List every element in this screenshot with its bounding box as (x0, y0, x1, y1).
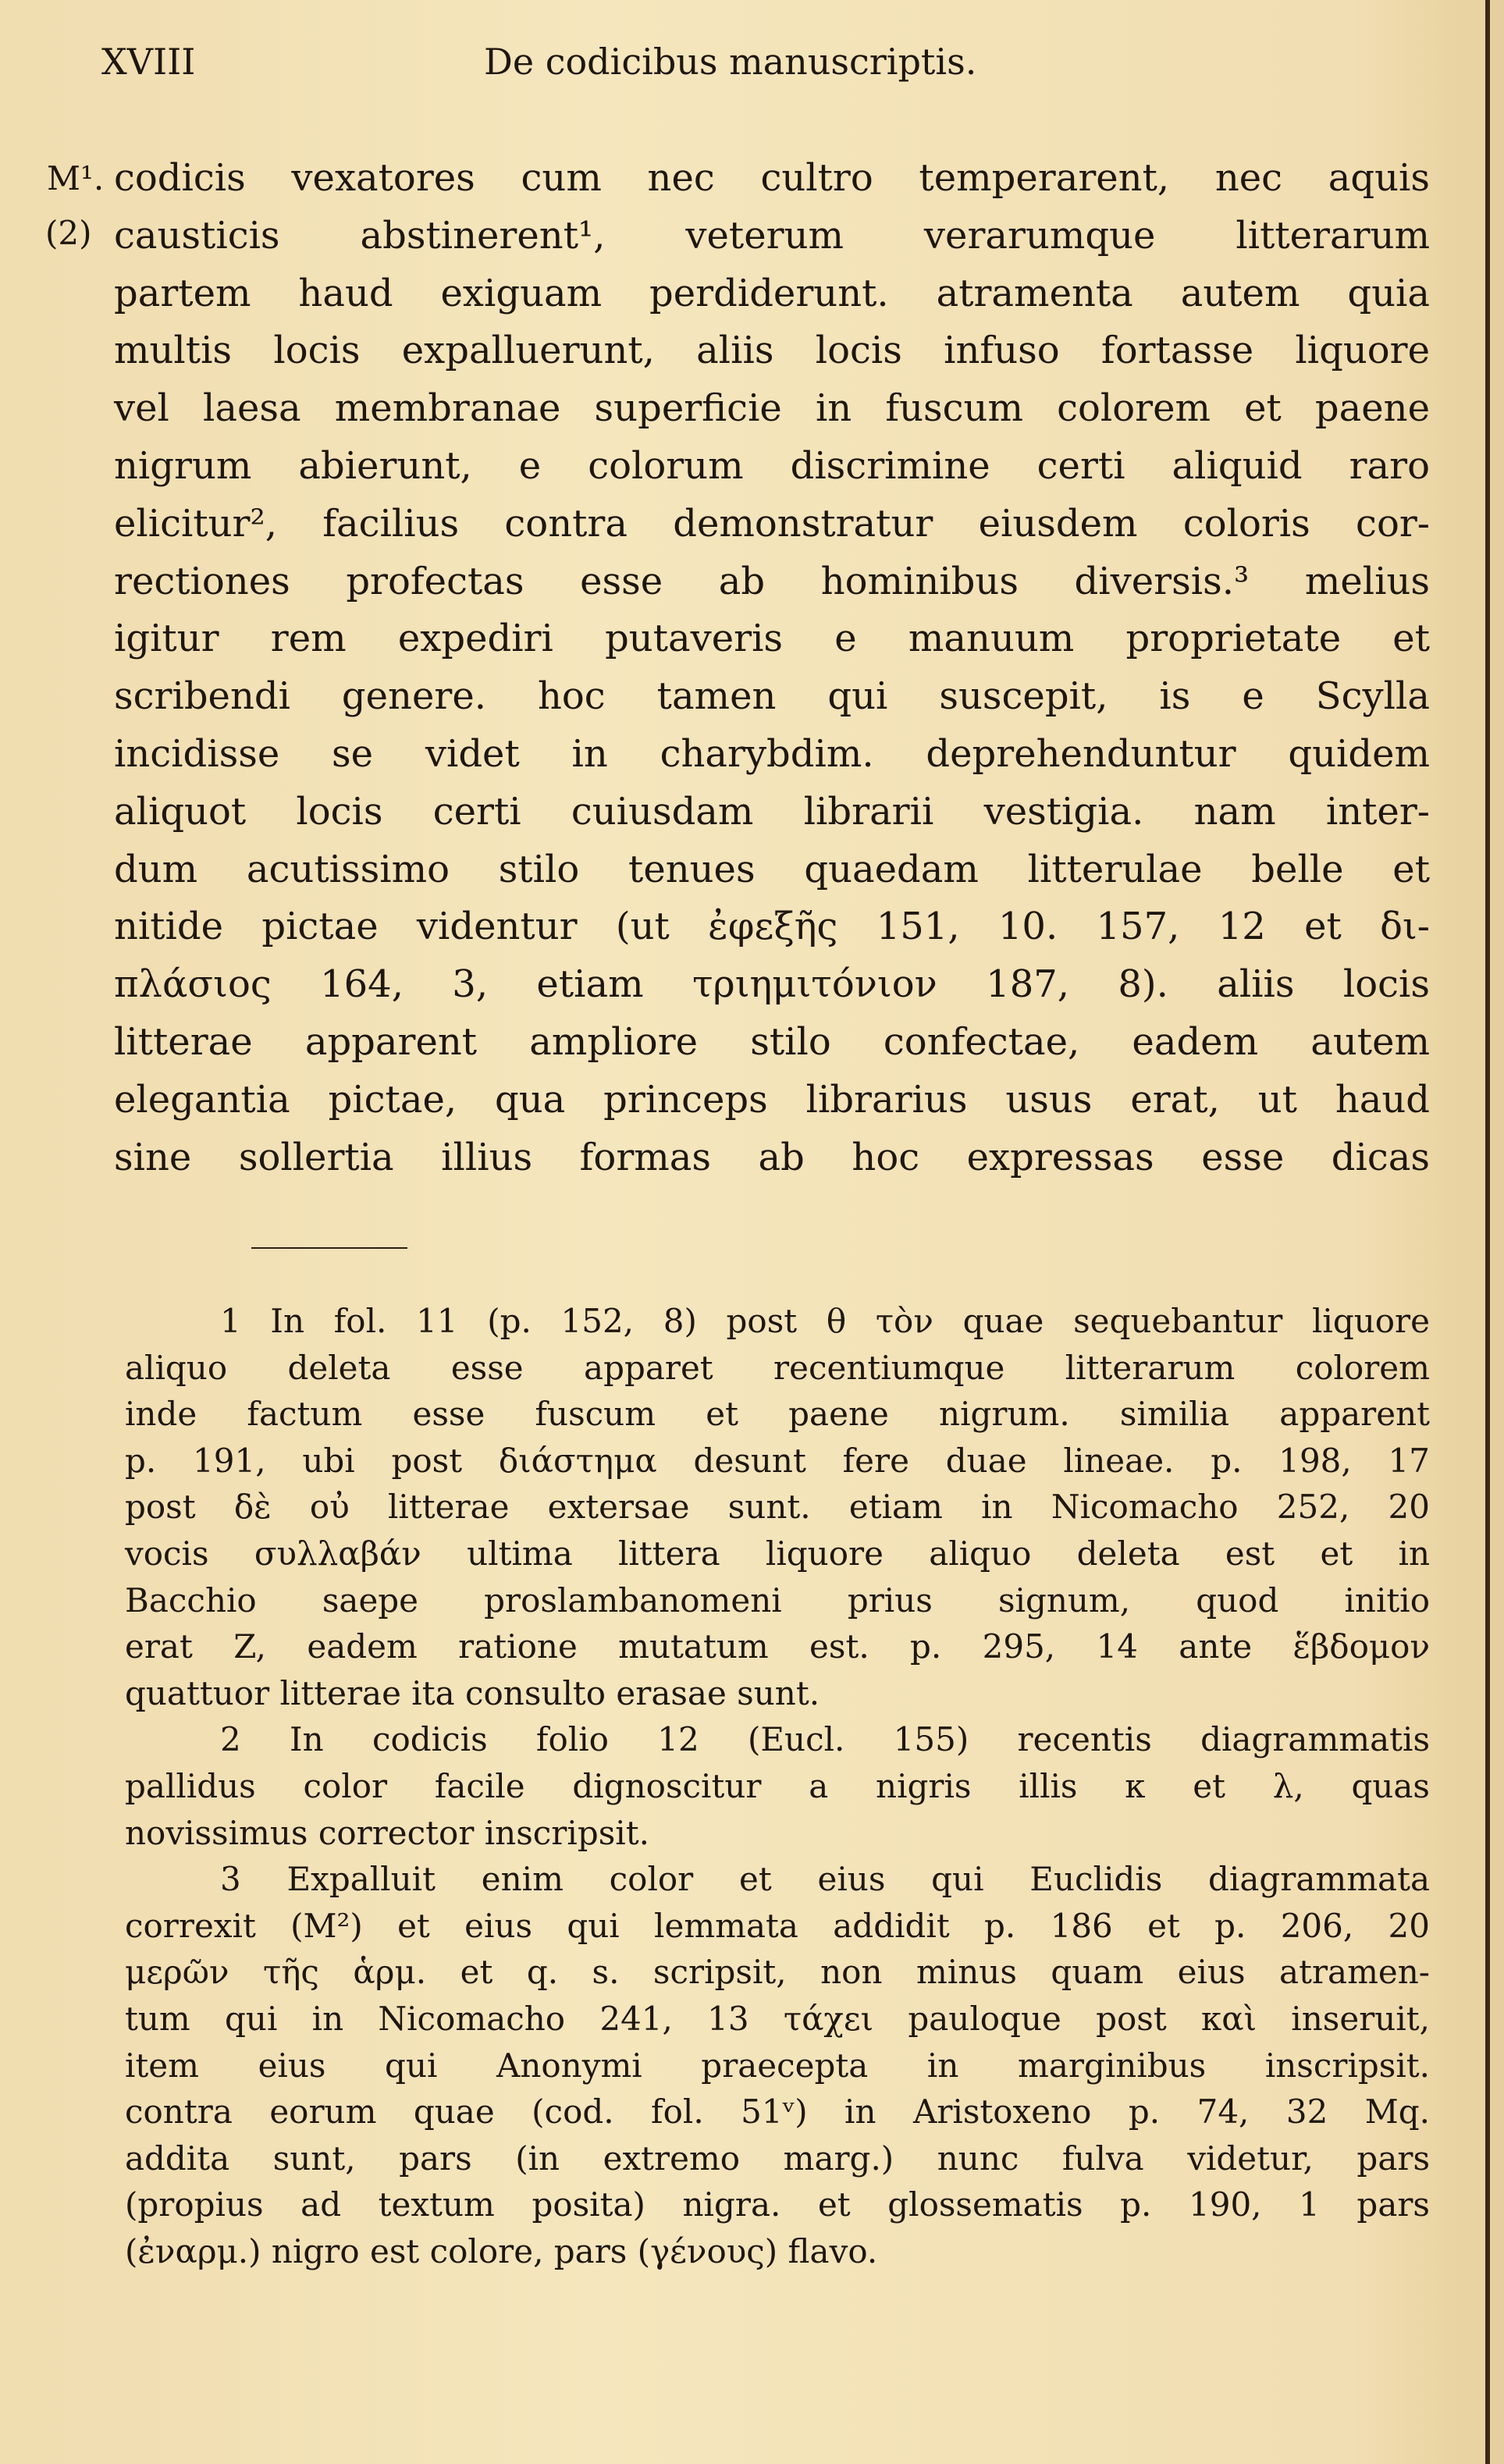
footnote-line: post δὲ οὐ litterae extersae sunt. etiam in Nicomacho 252, 20 (125, 1488, 1430, 1527)
footnote-line: Bacchio saepe proslambanomeni prius signum, quod initio (125, 1580, 1430, 1620)
text-line: sine sollertia illius formas ab hoc expressas esse dicas (114, 1135, 1430, 1179)
text-line: nigrum abierunt, e colorum discrimine certi aliquid raro (114, 444, 1430, 488)
footnote-line: aliquo deleta esse apparet recentiumque litterarum colorem (125, 1348, 1430, 1387)
binding-edge (1485, 0, 1490, 2464)
margin-note: (2) (45, 214, 92, 252)
running-header (101, 41, 1460, 95)
footnote-line: item eius qui Anonymi praecepta in marginibus inscripsit. (125, 2046, 1430, 2085)
footnote-line: novissimus corrector inscripsit. (125, 1813, 649, 1852)
footnote-line: 1 In fol. 11 (p. 152, 8) post θ τὸν quae sequebantur liquore (220, 1302, 1430, 1340)
footnote-line: vocis συλλαβάν ultima littera liquore aliquo deleta est et in (125, 1534, 1430, 1573)
footnote-line: 3 Expalluit enim color et eius qui Euclidis diagrammata (220, 1860, 1430, 1899)
text-line: nitide pictae videntur (ut ἐφεξῆς 151, 10. 157, 12 et δι- (114, 905, 1430, 949)
text-line: vel laesa membranae superficie in fuscum colorem et paene (114, 386, 1430, 431)
text-line: aliquot locis certi cuiusdam librarii vestigia. nam inter- (114, 789, 1430, 834)
footnote-line: inde factum esse fuscum et paene nigrum. similia apparent (125, 1395, 1430, 1434)
text-line: codicis vexatores cum nec cultro temperarent, nec aquis (114, 156, 1430, 200)
footnote-rule (251, 1247, 407, 1249)
text-line: incidisse se videt in charybdim. deprehenduntur quidem (114, 732, 1430, 776)
footnote-line: correxit (M²) et eius qui lemmata addidit p. 186 et p. 206, 20 (125, 1906, 1430, 1945)
footnote-line: quattuor litterae ita consulto erasae sunt. (125, 1673, 820, 1712)
page-edge (1490, 0, 1504, 2464)
footnote-line: addita sunt, pars (in extremo marg.) nunc fulva videtur, pars (125, 2139, 1430, 2178)
page-number: XVIII (101, 41, 196, 83)
footnote-line: (propius ad textum posita) nigra. et glossematis p. 190, 1 pars (125, 2185, 1430, 2224)
margin-note: M¹. (47, 159, 105, 197)
footnote-line: p. 191, ubi post διάστημα desunt fere duae lineae. p. 198, 17 (125, 1441, 1430, 1480)
footnote-line: tum qui in Nicomacho 241, 13 τάχει pauloque post καὶ inseruit, (125, 2000, 1430, 2038)
text-line: partem haud exiguam perdiderunt. atramenta autem quia (114, 271, 1430, 315)
footnote-line: (ἐναρμ.) nigro est colore, pars (γένους) flavo. (125, 2232, 878, 2270)
text-line: multis locis expalluerunt, aliis locis infuso fortasse liquore (114, 329, 1430, 373)
running-title: De codicibus manuscriptis. (484, 41, 977, 83)
text-line: πλάσιος 164, 3, etiam τριημιτόνιον 187, 8). aliis locis (114, 962, 1430, 1007)
footnote-line: 2 In codicis folio 12 (Eucl. 155) recentis diagrammatis (220, 1720, 1430, 1759)
footnote-line: contra eorum quae (cod. fol. 51ᵛ) in Aristoxeno p. 74, 32 Mq. (125, 2092, 1430, 2132)
text-line: elegantia pictae, qua princeps librarius usus erat, ut haud (114, 1077, 1430, 1122)
text-line: causticis abstinerent¹, veterum verarumque litterarum (114, 213, 1430, 258)
text-line: rectiones profectas esse ab hominibus diversis.³ melius (114, 559, 1430, 603)
text-line: igitur rem expediri putaveris e manuum proprietate et (114, 617, 1430, 661)
text-line: litterae apparent ampliore stilo confectae, eadem autem (114, 1020, 1430, 1064)
footnote-line: erat Z, eadem ratione mutatum est. p. 295, 14 ante ἕβδομον (125, 1627, 1430, 1666)
text-line: scribendi genere. hoc tamen qui suscepit, is e Scylla (114, 674, 1430, 719)
footnote-line: μερῶν τῆς ἁρμ. et q. s. scripsit, non minus quam eius atramen- (125, 1953, 1430, 1992)
text-line: elicitur², facilius contra demonstratur eiusdem coloris cor- (114, 501, 1430, 546)
text-line: dum acutissimo stilo tenues quaedam litterulae belle et (114, 847, 1430, 891)
footnote-line: pallidus color facile dignoscitur a nigris illis κ et λ, quas (125, 1767, 1430, 1805)
